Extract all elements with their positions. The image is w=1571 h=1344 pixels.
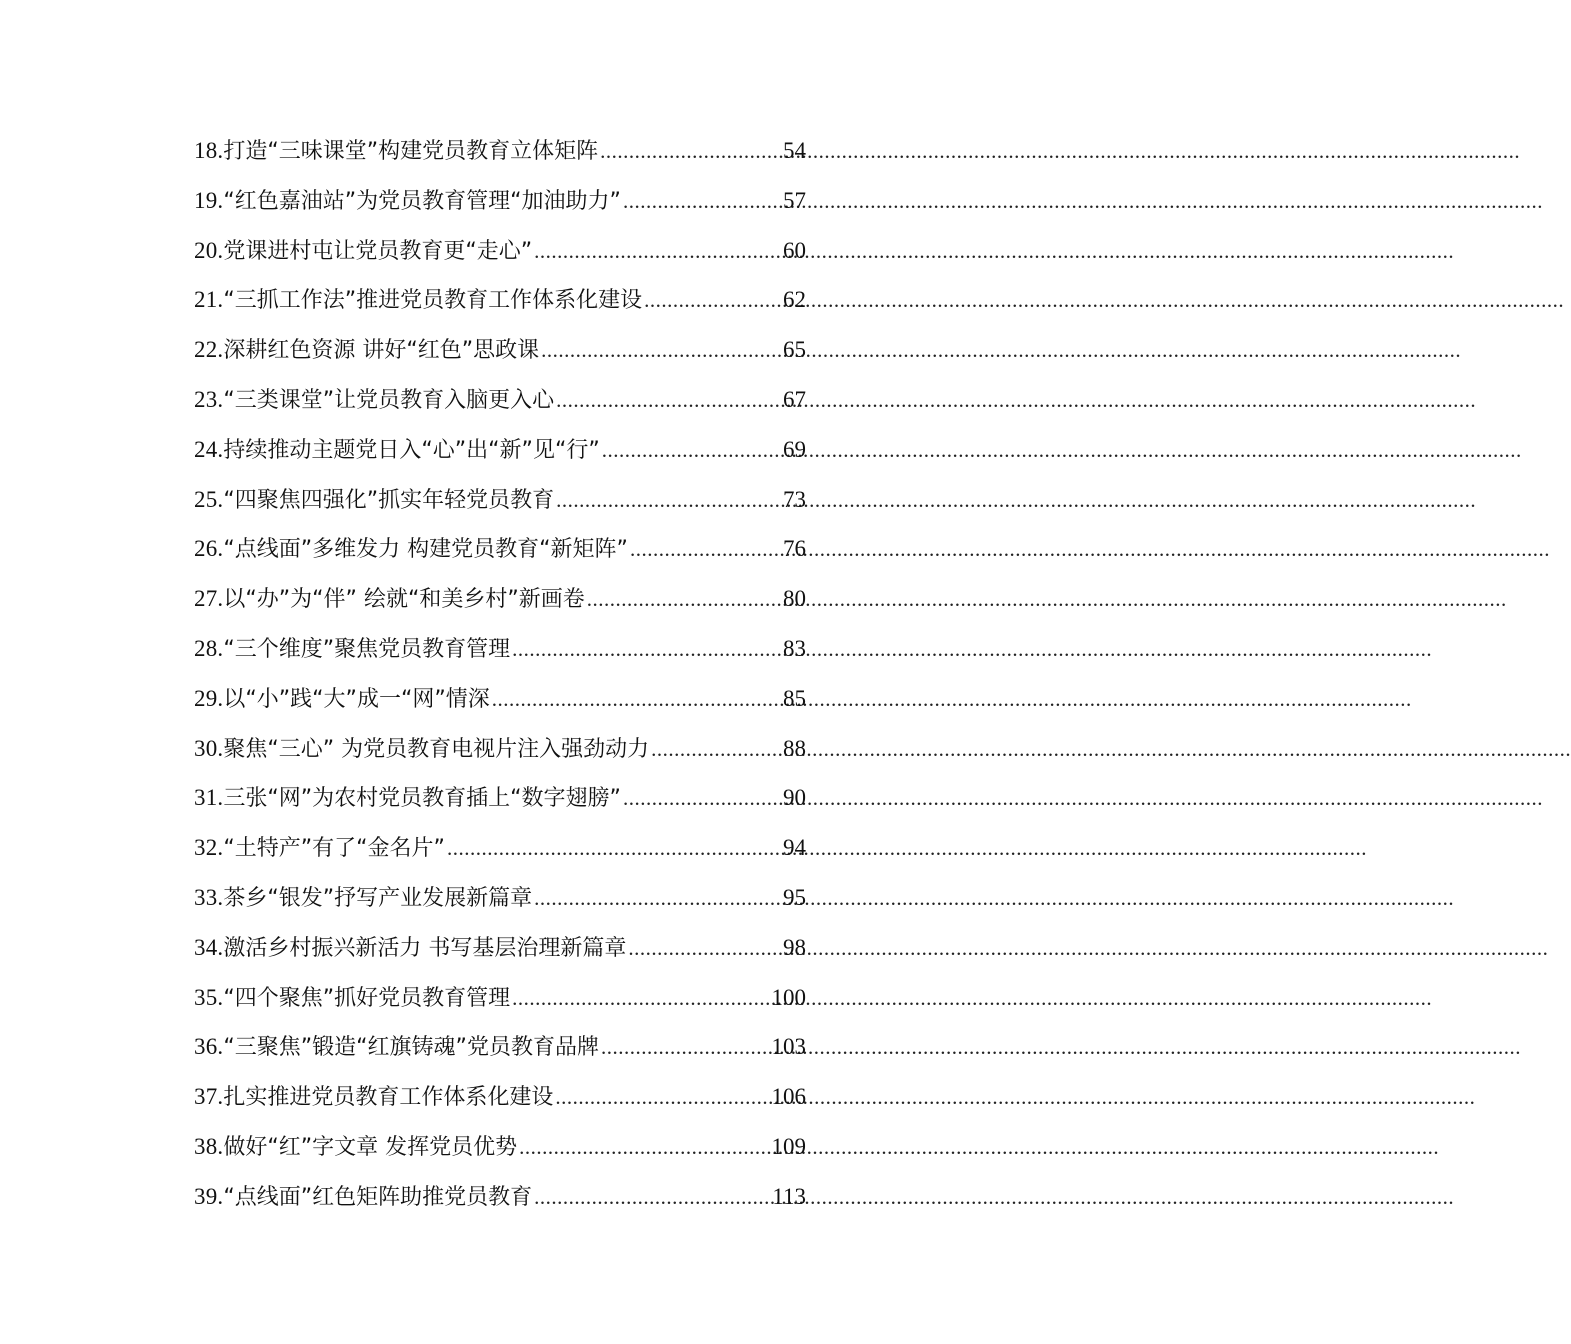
toc-entry-title: “三类课堂”让党员教育入脑更入心	[223, 387, 555, 413]
toc-dot-leader	[600, 127, 781, 177]
toc-entry-number: 27.	[194, 586, 224, 612]
toc-entry[interactable]	[194, 1022, 806, 1072]
toc-entry[interactable]	[194, 1072, 806, 1122]
toc-entry-page-number: 98	[783, 934, 806, 960]
toc-entry-title: 扎实推进党员教育工作体系化建设	[223, 1085, 554, 1111]
toc-entry-title: “四聚焦四强化”抓实年轻党员教育	[223, 487, 555, 513]
toc-entry-title: 持续推动主题党日入“心”出“新”见“行”	[223, 437, 600, 463]
toc-dot-leader	[447, 824, 781, 874]
toc-entry-page-number: 83	[783, 635, 806, 661]
toc-entry-page-number: 113	[772, 1183, 806, 1209]
toc-entry[interactable]	[194, 624, 806, 674]
toc-entry-title: “三抓工作法”推进党员教育工作体系化建设	[223, 288, 643, 314]
toc-entry[interactable]	[194, 275, 806, 325]
toc-entry-number: 19.	[194, 187, 224, 213]
toc-entry[interactable]	[194, 574, 806, 624]
toc-entry[interactable]	[194, 923, 806, 973]
toc-entry-title: 三张“网”为农村党员教育插上“数字翅膀”	[223, 786, 621, 812]
toc-entry-number: 29.	[194, 685, 224, 711]
toc-entry-title: “土特产”有了“金名片”	[223, 836, 445, 862]
toc-dot-leader	[534, 227, 781, 277]
toc-dot-leader	[556, 376, 781, 426]
toc-entry-title: 深耕红色资源 讲好“红色”思政课	[223, 338, 540, 364]
toc-entry-number: 21.	[194, 287, 224, 313]
toc-entry[interactable]	[194, 674, 806, 724]
toc-entry-page-number: 62	[783, 287, 806, 313]
toc-dot-leader	[628, 924, 781, 974]
toc-entry-page-number: 76	[783, 536, 806, 562]
toc-entry-number: 37.	[194, 1084, 224, 1110]
toc-entry-number: 38.	[194, 1133, 224, 1159]
toc-entry-number: 26.	[194, 536, 224, 562]
toc-entry-title: 以“小”践“大”成一“网”情深	[223, 686, 490, 712]
toc-entry[interactable]	[194, 873, 806, 923]
toc-entry[interactable]	[194, 724, 806, 774]
toc-entry-title: “三个维度”聚焦党员教育管理	[223, 636, 511, 662]
toc-entry-page-number: 103	[771, 1034, 806, 1060]
toc-dot-leader	[541, 326, 781, 376]
toc-entry-page-number: 94	[783, 835, 806, 861]
toc-dot-leader	[630, 525, 781, 575]
toc-dot-leader	[556, 476, 781, 526]
toc-entry[interactable]	[194, 475, 806, 525]
toc-entry-page-number: 100	[771, 984, 806, 1010]
toc-entry-page-number: 54	[783, 138, 806, 163]
toc-entry-page-number: 95	[783, 884, 806, 910]
toc-entry-number: 28.	[194, 635, 224, 661]
toc-entry-page-number: 73	[783, 486, 806, 512]
toc-entry-number: 24.	[194, 436, 224, 462]
toc-entry-page-number: 57	[783, 187, 806, 213]
toc-entry-number: 31.	[194, 785, 224, 811]
toc-entry[interactable]	[194, 126, 806, 176]
toc-entry[interactable]	[194, 773, 806, 823]
toc-entry-title: 激活乡村振兴新活力 书写基层治理新篇章	[223, 935, 627, 961]
toc-entry-number: 36.	[194, 1034, 224, 1060]
toc-entry-title: “三聚焦”锻造“红旗铸魂”党员教育品牌	[223, 1035, 599, 1061]
toc-entry-page-number: 60	[783, 237, 806, 263]
toc-entry-page-number: 88	[783, 735, 806, 761]
toc-dot-leader	[623, 774, 781, 824]
toc-dot-leader	[492, 675, 781, 725]
toc-entry-number: 22.	[194, 337, 224, 363]
toc-entry[interactable]	[194, 325, 806, 375]
toc-dot-leader	[512, 974, 769, 1024]
toc-entry-number: 30.	[194, 735, 224, 761]
toc-entry-number: 18.	[194, 138, 224, 163]
toc-entry-page-number: 65	[783, 337, 806, 363]
toc-entry-title: 聚焦“三心” 为党员教育电视片注入强劲动力	[223, 736, 650, 762]
toc-dot-leader	[555, 1073, 769, 1123]
toc-entry-title: 以“办”为“伴” 绘就“和美乡村”新画卷	[223, 587, 585, 613]
toc-entry-page-number: 106	[771, 1084, 806, 1110]
toc-dot-leader	[651, 725, 781, 775]
toc-entry[interactable]	[194, 176, 806, 226]
toc-entry-number: 33.	[194, 884, 224, 910]
toc-entry-number: 23.	[194, 386, 224, 412]
toc-dot-leader	[644, 276, 781, 326]
toc-entry[interactable]	[194, 425, 806, 475]
toc-entry-number: 34.	[194, 934, 224, 960]
toc-entry-page-number: 69	[783, 436, 806, 462]
toc-entry[interactable]	[194, 973, 806, 1023]
toc-entry-title: “红色嘉油站”为党员教育管理“加油助力”	[223, 188, 621, 214]
toc-entry-page-number: 85	[783, 685, 806, 711]
toc-dot-leader	[519, 1123, 769, 1173]
toc-entry-number: 20.	[194, 237, 224, 263]
toc-dot-leader	[587, 575, 781, 625]
toc-entry-title: “四个聚焦”抓好党员教育管理	[223, 985, 511, 1011]
toc-dot-leader	[534, 1173, 770, 1223]
toc-entry-number: 25.	[194, 486, 224, 512]
toc-entry-title: 党课进村屯让党员教育更“走心”	[223, 238, 533, 264]
toc-entry-title: 做好“红”字文章 发挥党员优势	[223, 1134, 518, 1160]
toc-entry-page-number: 109	[771, 1133, 806, 1159]
toc-entry-title: “点线面”红色矩阵助推党员教育	[223, 1184, 533, 1210]
toc-entry[interactable]	[194, 1172, 806, 1222]
toc-dot-leader	[623, 177, 781, 227]
toc-dot-leader	[601, 1023, 770, 1073]
toc-entry[interactable]	[194, 823, 806, 873]
toc-dot-leader	[512, 625, 781, 675]
toc-entry-number: 32.	[194, 835, 224, 861]
toc-entry-title: 茶乡“银发”抒写产业发展新篇章	[223, 885, 533, 911]
toc-entry-title: 打造“三味课堂”构建党员教育立体矩阵	[223, 139, 599, 164]
toc-entry-number: 35.	[194, 984, 224, 1010]
toc-entry-page-number: 67	[783, 386, 806, 412]
toc-entry-number: 39.	[194, 1183, 224, 1209]
toc-entry[interactable]	[194, 375, 806, 425]
toc-dot-leader	[534, 874, 781, 924]
toc-entry-page-number: 90	[783, 785, 806, 811]
toc-entry[interactable]	[194, 226, 806, 276]
toc-entry-page-number: 80	[783, 586, 806, 612]
toc-entry[interactable]	[194, 1122, 806, 1172]
toc-entry-title: “点线面”多维发力 构建党员教育“新矩阵”	[223, 537, 628, 563]
toc-dot-leader	[602, 426, 781, 476]
table-of-contents	[194, 126, 806, 1222]
toc-entry[interactable]	[194, 524, 806, 574]
